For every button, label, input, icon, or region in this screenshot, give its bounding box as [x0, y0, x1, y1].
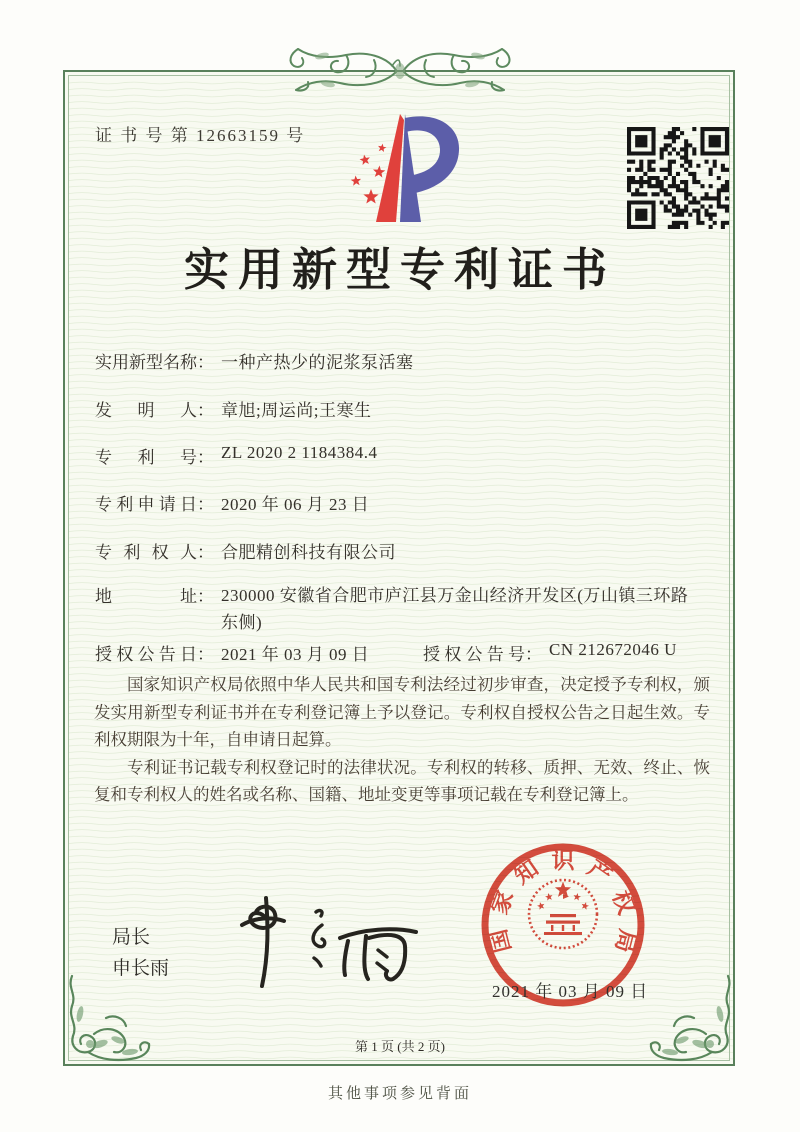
field-value: ZL 2020 2 1184384.4 — [221, 443, 378, 462]
field-colon: ： — [197, 645, 214, 664]
certificate-title: 实用新型专利证书 — [183, 245, 616, 295]
page-number: 第 1 页 (共 2 页) — [355, 1039, 445, 1054]
field-value: 2021 年 03 月 09 日 — [221, 645, 370, 664]
field-value: CN 212672046 U — [549, 640, 677, 659]
field-colon: ： — [197, 543, 214, 562]
body-paragraph-2: 专利证书记载专利权登记时的法律状况。专利权的转移、质押、无效、终止、恢复和专利权人的姓名或名称、国籍、地址变更等事项记载在专利登记簿上。 — [94, 757, 710, 804]
seal-agency-text: 国家知识产权局 — [485, 848, 641, 956]
cnipa-logo — [338, 110, 468, 228]
qr-code — [627, 127, 729, 229]
logo-stars — [351, 144, 387, 204]
field-row-grant — [95, 640, 711, 665]
field-label: 发明人 — [95, 401, 197, 420]
body-paragraph-1: 国家知识产权局依照中华人民共和国专利法经过初步审查，决定授予专利权，颁发实用新型专利证书并在专利登记簿上予以登记。专利权自授权公告之日起生效。专利权期限为十年，自申请日起算。 — [94, 675, 710, 749]
field-label: 专利权人 — [95, 543, 197, 562]
field-label: 专利号 — [95, 448, 197, 467]
field-label: 专利申请日 — [95, 495, 197, 514]
field-colon: ： — [197, 448, 214, 467]
director-signature — [228, 878, 443, 993]
top-flourish-ornament — [282, 44, 518, 96]
field-label: 地址 — [95, 587, 197, 606]
seal-date: 2021 年 03 月 09 日 — [492, 982, 649, 1001]
field-value: 一种产热少的泥浆泵活塞 — [221, 353, 414, 372]
field-value: 2020 年 06 月 23 日 — [221, 495, 370, 514]
certificate-body — [94, 671, 710, 809]
certificate-number: 证 书 号 第 12663159 号 — [95, 126, 306, 145]
national-emblem — [529, 880, 597, 948]
back-note: 其他事项参见背面 — [327, 1086, 472, 1102]
field-colon: ： — [197, 587, 214, 606]
field-label: 授权公告日 — [95, 645, 197, 664]
field-row-patent-no — [95, 443, 711, 468]
field-colon: ： — [197, 353, 214, 372]
field-value: 合肥精创科技有限公司 — [221, 543, 396, 562]
logo-blue-bowl — [405, 116, 459, 194]
director-name: 申长雨 — [112, 958, 170, 979]
field-colon: ： — [197, 495, 214, 514]
field-row-filing-date — [95, 490, 711, 515]
field-value: 230000 安徽省合肥市庐江县万金山经济开发区(万山镇三环路东侧) — [221, 586, 689, 632]
field-value: 章旭;周运尚;王寒生 — [221, 401, 372, 420]
field-row-address — [95, 582, 711, 636]
director-title: 局长 — [112, 927, 151, 948]
field-row-patentee — [95, 538, 711, 563]
field-colon: ： — [197, 401, 214, 420]
field-colon: ： — [525, 645, 542, 664]
field-label: 实用新型名称 — [95, 353, 197, 372]
field-row-inventors — [95, 396, 711, 421]
field-grant-no — [423, 640, 677, 665]
field-label: 授权公告号 — [423, 645, 525, 664]
field-row-name — [95, 348, 711, 373]
